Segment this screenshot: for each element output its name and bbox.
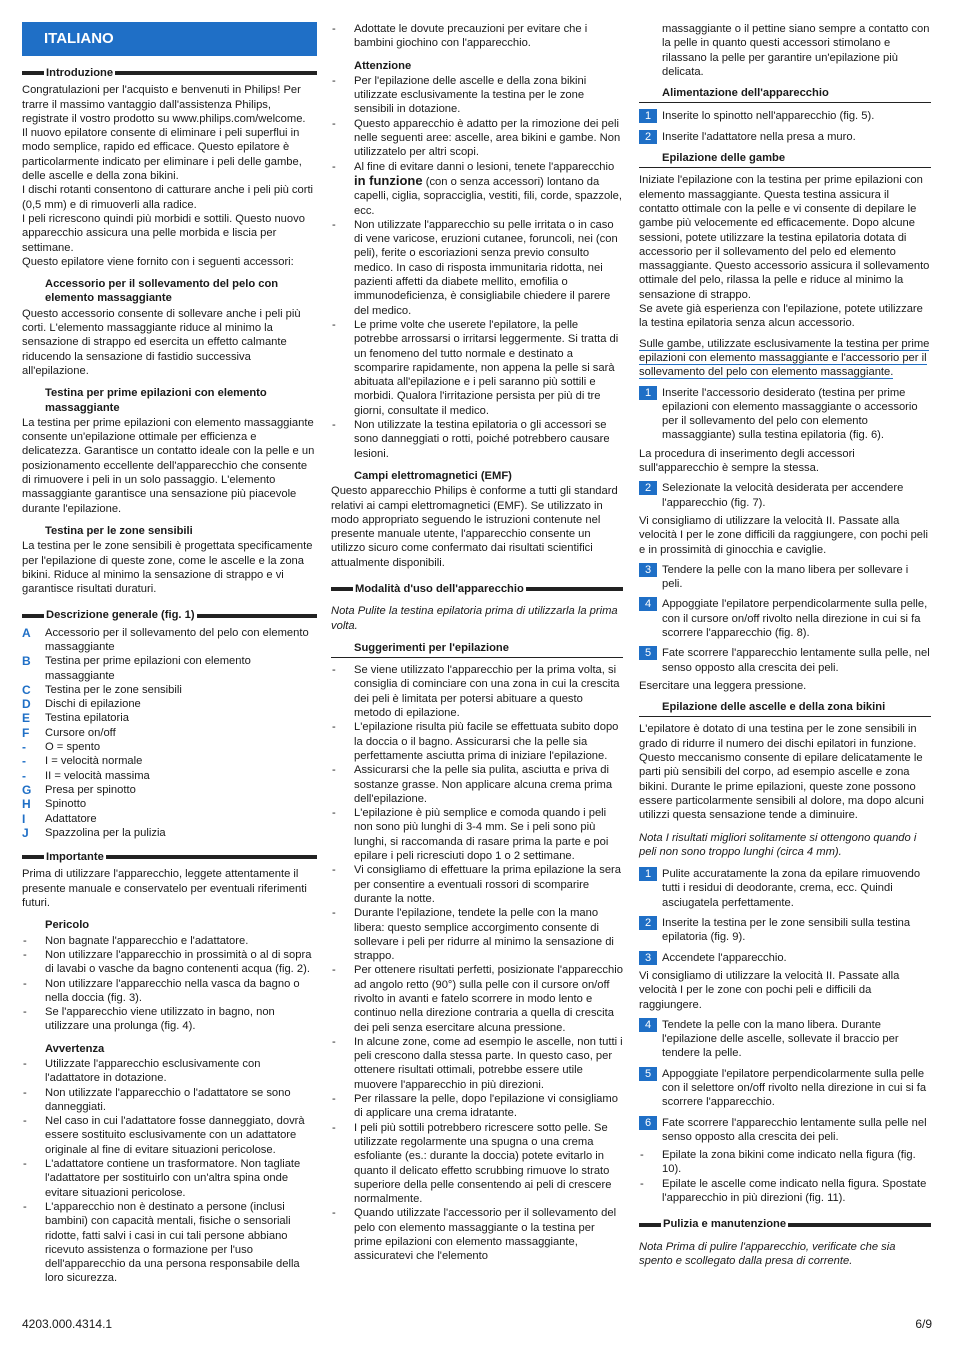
subheading: Campi elettromagnetici (EMF) — [354, 469, 512, 482]
intro-paragraph: I dischi rotanti consentono di catturare anche i peli più corti (0,5 mm) e di rimuoverli alla radice. — [22, 184, 314, 211]
dash-list — [22, 1057, 317, 1286]
section-importante: Importante — [22, 850, 317, 864]
list-item: - Questo apparecchio è adatto per la rimozione dei peli nelle seguenti aree: ascelle, area bikini e gambe. Non utilizzatelo per altri scopi. — [331, 117, 623, 160]
step: 2 Inserite l'adattatore nella presa a muro. — [639, 130, 931, 144]
step-list — [639, 109, 931, 144]
column-2 — [331, 22, 623, 1264]
subheading: Pericolo — [45, 919, 90, 932]
list-item: - Epilate la zona bikini come indicato nella figura (fig. 10). — [639, 1148, 931, 1177]
intro-paragraph: Questo epilatore viene fornito con i seguenti accessori: — [22, 255, 294, 268]
list-item: E Testina epilatoria — [22, 711, 129, 726]
subheading: Avvertenza — [45, 1042, 105, 1055]
section-modalita: Modalità d'uso dell'apparecchio — [331, 582, 623, 596]
list-item: - In alcune zone, come ad esempio le ascelle, non tutti i peli crescono dalla stessa parte. In questo caso, per ottenere risultati ottimali, potrebbe essere utile muovere l'apparecchio in più direzioni. — [331, 1035, 623, 1092]
note: Nota I risultati migliori solitamente si ottengono quando i peli non sono troppo lunghi (circa 4 mm). — [639, 831, 917, 858]
paragraph: Esercitare una leggera pressione. — [639, 679, 807, 692]
list-item: D Dischi di epilazione — [22, 697, 141, 712]
underlined-paragraph: Sulle gambe, utilizzate esclusivamente la testina per prime epilazioni con elemento massaggiante e l'accessorio per il sollevamento del pelo con elemento massaggiante. — [639, 337, 930, 379]
intro-paragraph: I peli ricrescono quindi più morbidi e sottili. Questo nuovo apparecchio assicura una pelle morbida e liscia per settimane. — [22, 212, 305, 254]
paragraph: Vi consigliamo di utilizzare la velocità II. Passate alla velocità I per le zone difficili da raggiungere, con pochi peli e in prossimità di ginocchia e caviglie. — [639, 514, 928, 556]
list-item: - Non bagnate l'apparecchio e l'adattatore. — [22, 934, 317, 948]
subheading: Testina per prime epilazioni con elemento massaggiante — [45, 387, 267, 414]
list-item: - Per l'epilazione delle ascelle e della zona bikini utilizzate esclusivamente la testina per le zone sensibili in dotazione. — [331, 74, 623, 117]
intro-paragraph: Congratulazioni per l'acquisto e benvenuti in Philips! Per trarre il massimo vantaggio dall'assistenza Philips, registrate il vostro prodotto su www.philips.com/welcome. — [22, 84, 306, 125]
paragraph: Prima di utilizzare l'apparecchio, leggete attentamente il presente manuale e conservatelo per eventuali riferimenti futuri. — [22, 868, 307, 910]
subheading: Attenzione — [354, 59, 412, 72]
list-item: - Non utilizzare l'apparecchio nella vasca da bagno o nella doccia (fig. 3). — [22, 977, 317, 1006]
paragraph: massaggiante o il pettine siano sempre a contatto con la pelle in quanto questi accessori stimolano e rilassano la pelle per garantire un'epilazione più delicata. — [662, 23, 930, 78]
list-item: - Al fine di evitare danni o lesioni, tenete l'apparecchio in funzione (con o senza accessori) lontano da capelli, ciglia, sopracciglia, vestiti, fili, corde, spazzole, ecc. — [331, 160, 623, 218]
list-item: - Per rilassare la pelle, dopo l'epilazione vi consigliamo di applicare una crema idratante. — [331, 1092, 623, 1121]
list-item: - Le prime volte che userete l'epilatore, la pelle potrebbe arrossarsi o irritarsi leggermente. Si tratta di un fenomeno del tutto normale e destinato a scomparire rapidamente, non appena la pelle si sarà abituata all'epilazione e i peli saranno più sottili e morbidi. Qualora l'irritazione persista per più di tre giorni, consultate il medico. — [331, 318, 623, 418]
language-header: ITALIANO — [22, 22, 317, 56]
dash-list — [331, 160, 623, 218]
list-item: - L'epilazione è più semplice e comoda quando i peli non sono più lunghi di 3-4 mm. Se i peli sono più lunghi, si raccomanda di rasare prima la parte e poi epilare i peli ricresciuti dopo 1 o 2 settimane. — [331, 806, 623, 863]
subheading: Accessorio per il sollevamento del pelo con elemento massaggiante — [45, 278, 279, 305]
paragraph: Questo accessorio consente di sollevare anche i peli più corti. L'elemento massaggiante riduce al minimo la sensazione di strappo ed esercita un effetto calmante riducendo la sensazione di fastidio successiva all'epilazione. — [22, 307, 301, 377]
list-item: - Non utilizzate l'apparecchio su pelle irritata o in caso di vene varicose, eruzioni cutanee, foruncoli, nei (con peli), ferite o escoriazioni senza previo consulto medico. In caso di risposta immunitaria ridotta, nei pazienti affetti da diabete mellito, emofilia o immunodeficienza, è consigliabile chiedere il parere del medico. — [331, 218, 623, 318]
list-item: - Assicurarsi che la pelle sia pulita, asciutta e priva di sostanze grasse. Non applicare alcuna crema prima dell'epilazione. — [331, 763, 623, 806]
note: Nota Pulite la testina epilatoria prima di utilizzarla la prima volta. — [331, 605, 618, 632]
list-item: - Per ottenere risultati perfetti, posizionate l'apparecchio ad angolo retto (90°) sulla pelle con il cursore on/off rivolto in avanti e fatelo scorrere in modo lento e continuo nella direzione contraria a quella di crescita dei peli senza esercitare alcuna pressione. — [331, 963, 623, 1034]
paragraph: La testina per prime epilazioni con elemento massaggiante consente un'epilazione ottimale per efficienza e delicatezza. Garantisce un contatto ideale con la pelle e un posizionamento eccellente dell'apparecchio che consente di rimuovere i peli in un solo passaggio. L'elemento massaggiante garantisce una sensazione più piacevole durante l'epilazione. — [22, 416, 315, 515]
column-3 — [639, 22, 931, 1276]
paragraph: L'epilatore è dotato di una testina per le zone sensibili in grado di ridurre il numero dei dischi epilatori in funzione. Questo meccanismo consente di epilare delicatamente le parti più sensibili del corpo, ad esempio ascelle e zona bikini. Durante le prime epilazioni, queste zone possono essere particolarmente sensibili al dolore, ma dopo alcuni utilizzi questa sensazione tende a diminuire. — [639, 723, 924, 822]
list-item: - Non utilizzate la testina epilatoria o gli accessori se sono danneggiati o rotti, poiché potrebbero causare lesioni. — [331, 418, 623, 461]
step: 4 Tendete la pelle con la mano libera. Durante l'epilazione delle ascelle, sollevate il braccio per tendere la pelle. — [639, 1018, 931, 1061]
paragraph: Vi consigliamo di utilizzare la velocità II. Passate alla velocità I per le zone con pochi peli e difficili da raggiungere. — [639, 969, 900, 1011]
paragraph: La testina per le zone sensibili è progettata specificamente per l'epilazione di queste zone, come le ascelle e la zona bikini. Riduce al minimo la sensazione di strappo e vi garantisce risultati duraturi. — [22, 540, 313, 596]
step: 1 Inserite lo spinotto nell'apparecchio (fig. 5). — [639, 109, 931, 123]
page-number: 6/9 — [915, 1317, 932, 1331]
subheading: Suggerimenti per l'epilazione — [331, 641, 623, 658]
step: 3 Tendere la pelle con la mano libera per sollevare i peli. — [639, 563, 931, 592]
list-item: - Quando utilizzate l'accessorio per il sollevamento del pelo con elemento massaggiante o la testina per prime epilazioni con elemento massaggiante, assicuratevi che l'elemento — [331, 1206, 623, 1263]
step: 1 Pulite accuratamente la zona da epilare rimuovendo tutti i residui di deodorante, crema, ecc. Quindi asciugatela perfettamente. — [639, 867, 931, 910]
dash-list — [331, 74, 623, 160]
section-pulizia: Pulizia e manutenzione — [639, 1217, 931, 1231]
list-item: I Adattatore — [22, 811, 97, 826]
list-item: - Se l'apparecchio viene utilizzato in bagno, non utilizzare una prolunga (fig. 4). — [22, 1005, 317, 1034]
list-item: - II = velocità massima — [22, 768, 150, 783]
step: 3 Accendete l'apparecchio. — [639, 951, 931, 965]
paragraph: La procedura di inserimento degli accessori sull'apparecchio è sempre la stessa. — [639, 447, 855, 475]
list-item: - Vi consigliamo di effettuare la prima epilazione la sera per consentire a eventuali rossori di scomparire durante la notte. — [331, 863, 623, 906]
paragraph: Se avete già esperienza con l'epilazione, potete utilizzare la testina epilatoria senza alcun accessorio. — [639, 303, 923, 330]
step: 2 Inserite la testina per le zone sensibili sulla testina epilatoria (fig. 9). — [639, 916, 931, 945]
list-item: - Epilate le ascelle come indicato nella figura. Spostate l'apparecchio in più direzioni (fig. 11). — [639, 1177, 931, 1206]
list-item: - Utilizzate l'apparecchio esclusivamente con l'adattatore in dotazione. — [22, 1057, 317, 1086]
section-descrizione: Descrizione generale (fig. 1) — [22, 608, 317, 622]
subheading: Testina per le zone sensibili — [45, 524, 193, 537]
note: Nota Prima di pulire l'apparecchio, verificate che sia spento e scollegato dalla presa di corrente. — [639, 1240, 896, 1267]
subheading: Epilazione delle gambe — [639, 151, 931, 168]
list-item: B Testina per prime epilazioni con elemento massaggiante — [22, 654, 251, 682]
step: 6 Fate scorrere l'apparecchio lentamente sulla pelle nel senso opposto alla crescita dei peli. — [639, 1116, 931, 1145]
paragraph: Questo apparecchio Philips è conforme a tutti gli standard relativi ai campi elettromagnetici (EMF). Se utilizzato in modo appropriato seguendo le istruzioni contenute nel presente manuale utente, l'apparecchio consente un utilizzo sicuro come confermato dai risultati scientifici attualmente disponibili. — [331, 485, 618, 569]
dash-list — [331, 663, 623, 1263]
dash-list — [331, 218, 623, 461]
list-item: - Se viene utilizzato l'apparecchio per la prima volta, si consiglia di cominciare con una zona in cui la crescita dei peli è limitata per potersi abituare a questo metodo di epilazione. — [331, 663, 623, 720]
list-item: - I = velocità normale — [22, 754, 143, 769]
list-item: F Cursore on/off — [22, 725, 116, 740]
dash-list — [22, 934, 317, 1034]
subheading: Epilazione delle ascelle e della zona bikini — [639, 700, 931, 717]
section-introduzione: Introduzione — [22, 66, 317, 80]
list-item: - Non utilizzare l'apparecchio in prossimità o al di sopra di lavabi o vasche da bagno contenenti acqua (fig. 2). — [22, 948, 317, 977]
step: 4 Appoggiate l'epilatore perpendicolarmente sulla pelle, con il cursore on/off rivolto nella direzione in cui si fa scorrere l'apparecchio (fig. 8). — [639, 597, 931, 640]
list-item: - L'epilazione risulta più facile se effettuata subito dopo la doccia o il bagno. Assicurarsi che la pelle sia perfettamente asciutta prima di iniziare l'epilazione. — [331, 720, 623, 763]
list-item: - Durante l'epilazione, tendete la pelle con la mano libera: questo semplice accorgimento consente di sollevare i peli per ridurre al minimo la sensazione di strappo. — [331, 906, 623, 963]
list-item: - I peli più sottili potrebbero ricrescere sotto pelle. Se utilizzate regolarmente una spugna o una crema esfoliante (es.: durante la doccia) potete evitarlo in quanto il delicato effetto scrubbing rimuove lo strato superiore della pelle consentendo ai peli di crescere normalmente. — [331, 1121, 623, 1207]
column-1 — [22, 22, 317, 1286]
list-item: A Accessorio per il sollevamento del pelo con elemento massaggiante — [22, 625, 309, 653]
list-item: C Testina per le zone sensibili — [22, 682, 182, 697]
document-code: 4203.000.4314.1 — [22, 1317, 113, 1331]
list-item: G Presa per spinotto — [22, 782, 136, 797]
list-item: - Adottate le dovute precauzioni per evitare che i bambini giochino con l'apparecchio. — [331, 22, 623, 51]
list-item: - O = spento — [22, 740, 101, 755]
list-item: - L'adattatore contiene un trasformatore. Non tagliate l'adattatore per sostituirlo con un'altra spina onde evitare situazioni pericolose. — [22, 1157, 317, 1200]
step: 5 Appoggiate l'epilatore perpendicolarmente sulla pelle con il selettore on/off rivolto nella direzione in cui si fa scorrere l'apparecchio. — [639, 1067, 931, 1110]
dash-list — [639, 1148, 931, 1205]
subheading: Alimentazione dell'apparecchio — [639, 86, 931, 103]
list-item: - L'apparecchio non è destinato a persone (inclusi bambini) con capacità mentali, fisiche o sensoriali ridotte, fatti salvi i casi in cui tali persone abbiano ricevuto assistenza o formazione per l'uso dell'apparecchio da una persona responsabile della loro sicurezza. — [22, 1200, 317, 1286]
paragraph: Iniziate l'epilazione con la testina per prime epilazioni con elemento massaggiante. Questa testina assicura il contatto ottimale con la pelle e vi consente di depilare le gambe più velocemente ed efficacemente. Dopo alcune sessioni, potete utilizzare la testina epilatoria dotata di accessorio per il sollevamento del pelo ed elemento massaggiante. Questo accessorio assicura il sollevamento ottimale del pelo, rilassa la pelle e riduce al minimo la sensazione di strappo. — [639, 174, 930, 301]
step: 1 Inserite l'accessorio desiderato (testina per prime epilazioni con elemento massaggiante o accessorio per il sollevamento del pelo con elemento massaggiante) sulla testina epilatoria (fig. 6). — [639, 386, 931, 443]
parts-list — [22, 626, 317, 840]
dash-list — [331, 22, 623, 51]
list-item: J Spazzolina per la pulizia — [22, 825, 166, 840]
step: 2 Selezionate la velocità desiderata per accendere l'apparecchio (fig. 7). — [639, 481, 931, 510]
list-item: H Spinotto — [22, 797, 87, 812]
list-item: - Non utilizzate l'apparecchio o l'adattatore se sono danneggiati. — [22, 1086, 317, 1115]
step: 5 Fate scorrere l'apparecchio lentamente sulla pelle, nel senso opposto alla crescita dei peli. — [639, 646, 931, 675]
intro-paragraph: Il nuovo epilatore consente di eliminare i peli superflui in modo semplice, rapido ed efficace. Questo epilatore è particolarmente indicato per eliminare i peli delle gambe, delle ascelle e della zona bikini. — [22, 127, 302, 183]
list-item: - Nel caso in cui l'adattatore fosse danneggiato, dovrà essere sostituito esclusivamente con un adattatore originale al fine di evitare situazioni pericolose. — [22, 1114, 317, 1157]
